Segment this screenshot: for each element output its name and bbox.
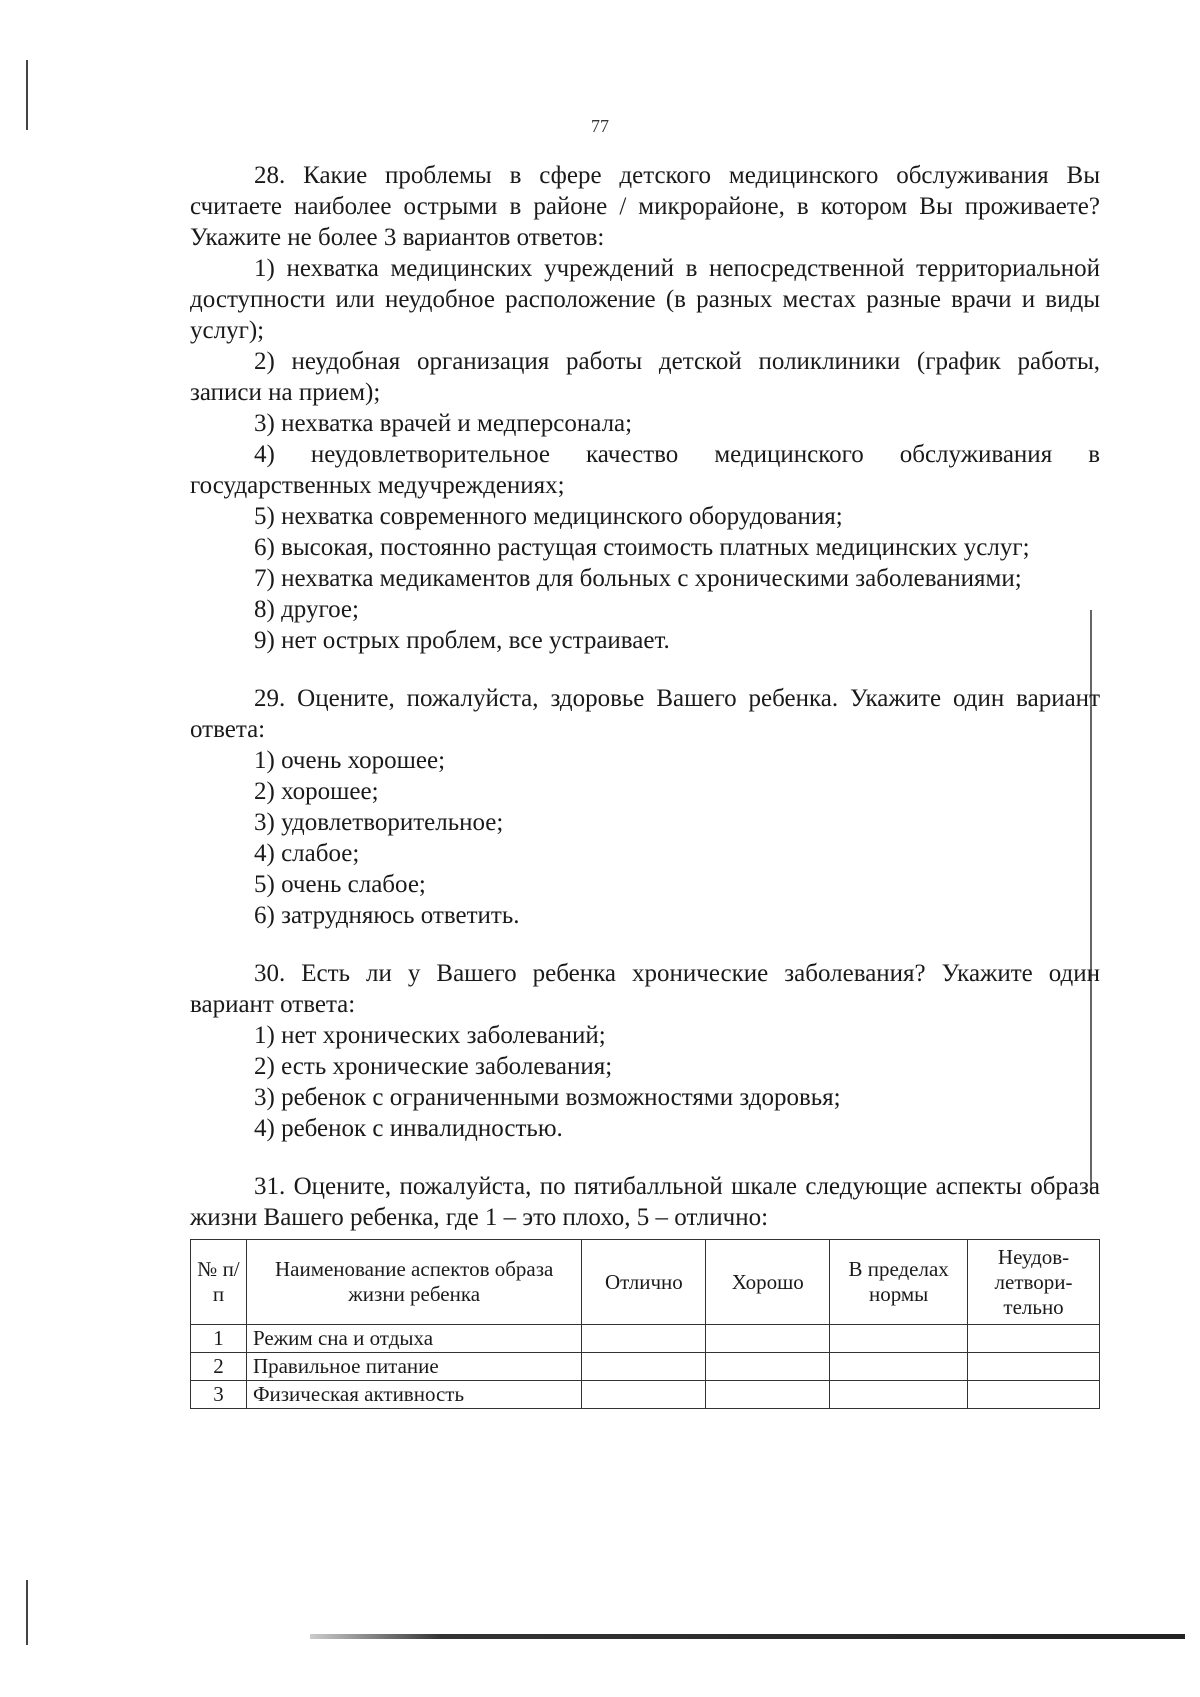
question-28 [190,160,1100,656]
header-normal: В пределах нормы [830,1240,968,1325]
rating-cell[interactable] [830,1353,968,1381]
row-number: 2 [191,1353,247,1381]
rating-cell[interactable] [706,1381,830,1409]
answer-option: 2) есть хронические заболевания; [254,1053,613,1080]
header-aspect-name: Наименование аспектов образа жизни ребенка [246,1240,581,1325]
rating-cell[interactable] [830,1325,968,1353]
page-number: 77 [591,116,609,136]
answer-option: 1) очень хорошее; [254,747,446,774]
answer-option: 4) ребенок с инвалидностью. [254,1115,563,1142]
row-number: 3 [191,1381,247,1409]
header-good: Хорошо [706,1240,830,1325]
header-poor: Неудов-летвори-тельно [968,1240,1100,1325]
spacer [190,931,1100,958]
answer-option: 6) затрудняюсь ответить. [254,902,520,929]
answer-option: 3) ребенок с ограниченными возможностями здоровья; [254,1084,841,1111]
scan-edge-mark [26,1580,28,1645]
question-29 [190,683,1100,931]
answer-option: 6) высокая, постоянно растущая стоимость платных медицинских услуг; [254,534,1030,561]
row-number: 1 [191,1325,247,1353]
questionnaire-body [190,160,1100,1409]
answer-option: 3) нехватка врачей и медперсонала; [254,410,633,437]
question-title: 28. Какие проблемы в сфере детского медицинского обслуживания Вы считаете наиболее острыми в районе / микрорайоне, в котором Вы проживаете? Укажите не более 3 вариантов ответов: [190,162,1100,251]
answer-option: 8) другое; [254,596,359,623]
row-aspect: Физическая активность [246,1381,581,1409]
rating-cell[interactable] [830,1381,968,1409]
table-row [191,1353,1100,1381]
rating-cell[interactable] [968,1381,1100,1409]
lifestyle-rating-table [190,1239,1100,1409]
rating-cell[interactable] [706,1353,830,1381]
header-excellent: Отлично [582,1240,706,1325]
table-row [191,1381,1100,1409]
row-aspect: Правильное питание [246,1353,581,1381]
table-row [191,1325,1100,1353]
answer-option: 5) очень слабое; [254,871,426,898]
table-header-row [191,1240,1100,1325]
question-title: 29. Оцените, пожалуйста, здоровье Вашего ребенка. Укажите один вариант ответа: [190,685,1100,743]
question-31 [190,1171,1100,1409]
answer-option: 2) неудобная организация работы детской поликлиники (график работы, записи на прием); [190,348,1100,406]
rating-cell[interactable] [968,1325,1100,1353]
scan-bottom-rule [310,1634,1185,1639]
spacer [190,1144,1100,1171]
answer-option: 2) хорошее; [254,778,379,805]
answer-option: 3) удовлетворительное; [254,809,504,836]
question-title: 30. Есть ли у Вашего ребенка хронические заболевания? Укажите один вариант ответа: [190,960,1100,1018]
answer-option: 7) нехватка медикаментов для больных с хроническими заболеваниями; [254,565,1022,592]
question-30 [190,958,1100,1144]
rating-cell[interactable] [968,1353,1100,1381]
answer-option: 1) нехватка медицинских учреждений в непосредственной территориальной доступности или неудобное расположение (в разных местах разные врачи и виды услуг); [190,255,1100,344]
answer-option: 1) нет хронических заболеваний; [254,1022,606,1049]
answer-option: 9) нет острых проблем, все устраивает. [254,627,670,654]
row-aspect: Режим сна и отдыха [246,1325,581,1353]
answer-option: 4) неудовлетворительное качество медицинского обслуживания в государственных медучреждениях; [190,441,1100,499]
rating-cell[interactable] [582,1381,706,1409]
question-title: 31. Оцените, пожалуйста, по пятибалльной шкале следующие аспекты образа жизни Вашего ребенка, где 1 – это плохо, 5 – отлично: [190,1173,1100,1231]
rating-cell[interactable] [706,1325,830,1353]
rating-cell[interactable] [582,1353,706,1381]
answer-option: 4) слабое; [254,840,360,867]
spacer [190,656,1100,683]
answer-option: 5) нехватка современного медицинского оборудования; [254,503,843,530]
header-number: № п/п [191,1240,247,1325]
rating-cell[interactable] [582,1325,706,1353]
